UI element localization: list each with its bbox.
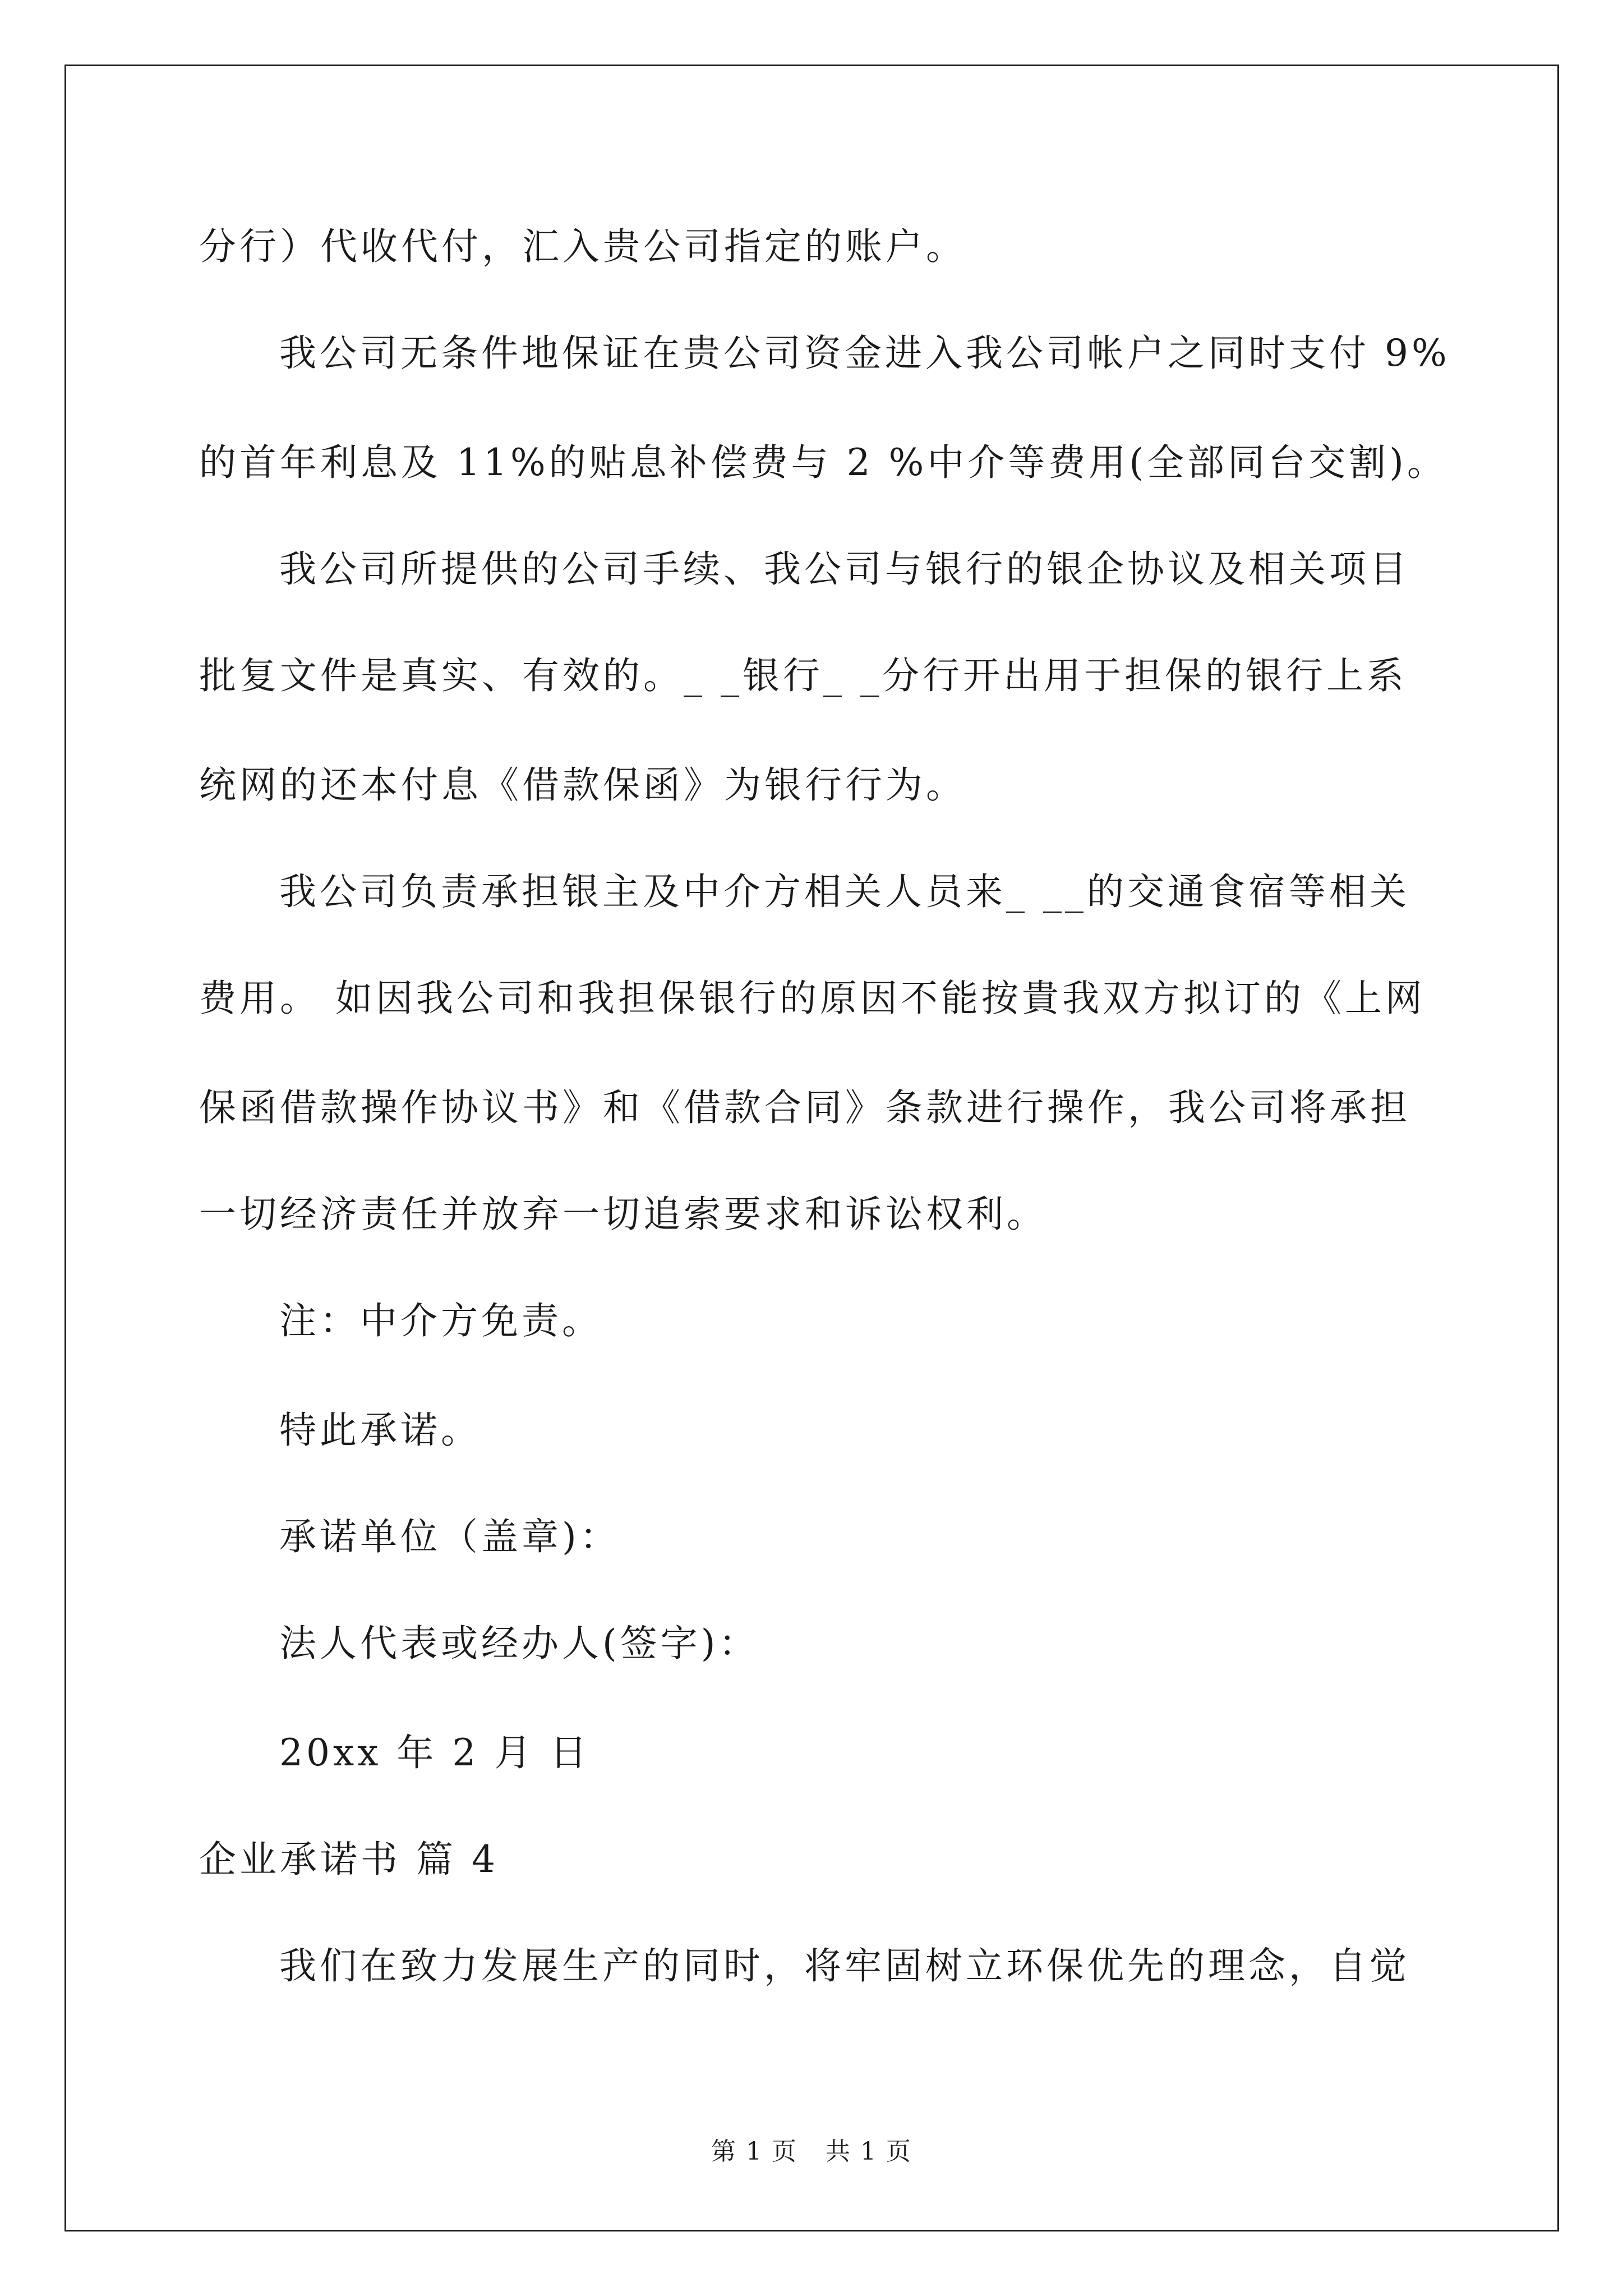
text-line: 分行）代收代付，汇入贵公司指定的账户。 [199, 225, 966, 268]
text-line: 批复文件是真实、有效的。_ _银行_ _分行开出用于担保的银行上系 [199, 654, 1407, 697]
text-line: 费用。 如因我公司和我担保银行的原因不能按貴我双方拟订的《上网 [199, 977, 1426, 1020]
page-footer [0, 2136, 1623, 2168]
text-line: 承诺单位（盖章)： [279, 1515, 620, 1558]
text-line: 一切经济责任并放弃一切追索要求和诉讼权利。 [199, 1193, 1047, 1236]
page-border [64, 65, 1559, 2231]
text-line: 我们在致力发展生产的同时，将牢固树立环保优先的理念，自觉 [279, 1944, 1410, 1987]
text-line: 特此承诺。 [279, 1409, 481, 1452]
page-total: 共 1 页 [826, 2137, 912, 2166]
text-line: 的首年利息及 11%的贴息补偿费与 2 %中介等费用(全部同台交割)。 [199, 441, 1447, 484]
section-heading: 企业承诺书 篇 4 [199, 1838, 499, 1881]
text-line: 保函借款操作协议书》和《借款合同》条款进行操作，我公司将承担 [199, 1086, 1410, 1129]
text-line: 我公司负责承担银主及中介方相关人员来_ __的交通食宿等相关 [279, 870, 1410, 913]
text-line: 我公司无条件地保证在贵公司资金进入我公司帐户之同时支付 9% [279, 332, 1450, 375]
text-line: 法人代表或经办人(签字)： [279, 1622, 759, 1665]
date-line: 20xx 年 2 月 日 [279, 1731, 591, 1774]
page-number: 第 1 页 [711, 2137, 797, 2166]
text-line: 注：中介方免责。 [279, 1299, 602, 1342]
text-line: 统网的还本付息《借款保函》为银行行为。 [199, 763, 966, 807]
text-line: 我公司所提供的公司手续、我公司与银行的银企协议及相关项目 [279, 547, 1410, 591]
